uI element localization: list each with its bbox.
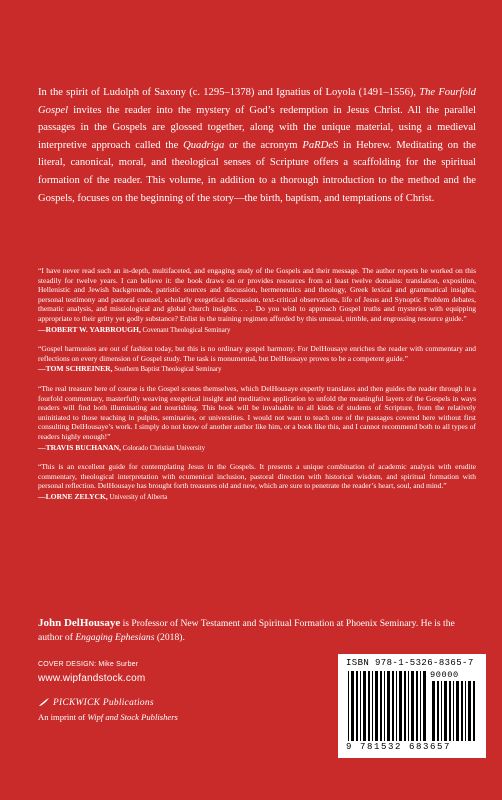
- endorsement-attribution: [38, 443, 476, 454]
- barcode-bar: [363, 671, 366, 741]
- addon-barcode: [432, 681, 475, 741]
- endorsements: [38, 266, 476, 511]
- endorser-name: —TRAVIS BUCHANAN,: [38, 442, 121, 452]
- isbn-label: ISBN 978-1-5326-8365-7: [346, 658, 474, 668]
- endorsement-text: “This is an excellent guide for contemplating Jesus in the Gospels. It presents a unique combination of academic analysis with erudite commentary, theological interpretation with ecumenical inclusion, pastoral direction with historical wisdom, and spiritual formation with personal reflection. DelHousaye has brought forth treasures old and new, which are sure to penetrate the reader’s heart, soul, and mind.”: [38, 462, 476, 491]
- barcode-bar: [404, 671, 406, 741]
- barcode-bar: [360, 671, 361, 741]
- cover-design-credit: COVER DESIGN: Mike Surber: [38, 661, 139, 668]
- endorser-affiliation: University of Alberta: [107, 493, 168, 501]
- endorsement-schreiner: [38, 344, 476, 375]
- barcode-bar: [456, 681, 459, 741]
- book-description: [38, 84, 476, 207]
- endorsement-text: “I have never read such an in-depth, multifaceted, and engaging study of the Gospels and their message. The author reports he worked on this steadily for twelve years. I can believe it: the book draws on or provides resources from at least twelve domains: translation, exposition, Hellenistic and Jewish backgrounds, patristic sources and discussion, hermeneutics and theology, Greek lexical and grammatical insights, personal testimony and pastoral counsel, scholarly exegetical discussion, text-critical observations, life of Jesus and Synoptic Problem debates, thematic analysis, and missiological and global church insights. . . . Do you wish to approach Gospel truths and mysteries with equipping appropriate to their gritty yet godly substance? Enlist in the training regimen afforded by this unusual, nimble, and engrossing resource guide.”: [38, 266, 476, 323]
- addon-digits: 90000: [430, 670, 459, 680]
- endorser-name: —LORNE ZELYCK,: [38, 491, 108, 501]
- endorsement-yarbrough: [38, 266, 476, 335]
- barcode-digits: 9 781532 683657: [346, 742, 452, 752]
- isbn-barcode: [338, 654, 486, 758]
- endorser-name: —ROBERT W. YARBROUGH,: [38, 324, 141, 334]
- author-bio: [38, 617, 476, 644]
- publisher-logo: [38, 697, 154, 709]
- barcode-bar: [368, 671, 370, 741]
- bio-text: is Professor of New Testament and Spiritual Formation at Phoenix Seminary. He is the author of: [38, 618, 455, 643]
- barcode-bar: [372, 671, 373, 741]
- book-title-italic: The Fourfold Gospel: [38, 87, 476, 116]
- barcode-bar: [399, 671, 402, 741]
- endorsement-buchanan: [38, 384, 476, 453]
- barcode-bar: [461, 681, 463, 741]
- barcode-bar: [416, 671, 418, 741]
- barcode-bar: [375, 671, 378, 741]
- term-quadriga: Quadriga: [183, 139, 225, 151]
- publisher-website: www.wipfandstock.com: [38, 673, 146, 684]
- barcode-bar: [449, 681, 451, 741]
- barcode-bar: [473, 681, 475, 741]
- barcode-bar: [351, 671, 354, 741]
- endorser-affiliation: Southern Baptist Theological Seminary: [112, 366, 222, 374]
- quill-icon: [38, 697, 50, 709]
- barcode-bar: [437, 681, 439, 741]
- barcode-bar: [420, 671, 421, 741]
- endorsement-zelyck: [38, 462, 476, 502]
- endorsement-text: “Gospel harmonies are out of fashion today, but this is no ordinary gospel harmony. For DelHousaye enriches the reader with commentary and reflections on every dimension of Gospel study. The task is monumental, but DelHousaye proves to be a competent guide.”: [38, 344, 476, 363]
- publisher-name: PICKWICK Publications: [53, 698, 154, 708]
- imprint-line: [38, 712, 178, 722]
- previous-book-title: Engaging Ephesians: [75, 631, 155, 643]
- bio-text: (2018).: [154, 631, 185, 643]
- term-pardes: PaRDeS: [302, 139, 339, 151]
- barcode-bar: [453, 681, 454, 741]
- author-name: John DelHousaye: [38, 617, 121, 629]
- imprint-publisher: Wipf and Stock Publishers: [87, 712, 178, 722]
- barcode-bar: [444, 681, 447, 741]
- description-text: or the acronym: [224, 139, 303, 151]
- barcode-bar: [387, 671, 390, 741]
- barcode-bar: [408, 671, 409, 741]
- endorser-affiliation: Colorado Christian University: [120, 444, 205, 452]
- endorser-affiliation: Covenant Theological Seminary: [140, 326, 231, 334]
- endorsement-attribution: [38, 492, 476, 503]
- main-barcode: [348, 671, 426, 741]
- imprint-text: An imprint of: [38, 712, 88, 722]
- barcode-bar: [356, 671, 358, 741]
- barcode-bar: [441, 681, 442, 741]
- barcode-bar: [411, 671, 414, 741]
- barcode-bar: [348, 671, 349, 741]
- barcode-bar: [396, 671, 397, 741]
- barcode-bar: [465, 681, 466, 741]
- barcode-bar: [423, 671, 426, 741]
- barcode-bar: [392, 671, 394, 741]
- barcode-bar: [380, 671, 382, 741]
- barcode-bar: [432, 681, 435, 741]
- endorser-name: —TOM SCHREINER,: [38, 364, 113, 374]
- description-text: in Hebrew. Meditating on the literal, canonical, moral, and theological senses of Scripture offers a scaffolding for the spiritual formation of the reader. This volume, in addition to a thorough introduction to the method and the Gospels, focuses on the beginning of the story—the birth, baptism, and temptations of Christ.: [38, 139, 476, 204]
- endorsement-attribution: [38, 325, 476, 336]
- barcode-bar: [384, 671, 385, 741]
- description-text: invites the reader into the mystery of God’s redemption in Jesus Christ. All the parallel passages in the Gospels are glossed together, along with the unique material, using a medieval interpretive approach called the: [38, 104, 476, 151]
- barcode-bar: [468, 681, 471, 741]
- endorsement-attribution: [38, 364, 476, 375]
- endorsement-text: “The real treasure here of course is the Gospel scenes themselves, which DelHousaye expertly translates and then guides the reader through in a fourfold commentary, masterfully weaving exegetical insight and meditative application to unfold the meaningful layers of the Gospels in ways readers will find both illuminating and nourishing. This book will be invaluable to all kinds of students of Scripture, from the relatively uninitiated to those teaching in pulpits, seminaries, or universities. I would not want to teach one of the passages covered here without first consulting DelHousaye’s work. I simply do not know of another author like him, or a book like this, and I cannot recommend both to all types of readers highly enough!”: [38, 383, 476, 441]
- description-text: In the spirit of Ludolph of Saxony (c. 1295–1378) and Ignatius of Loyola (1491–1556),: [38, 87, 420, 98]
